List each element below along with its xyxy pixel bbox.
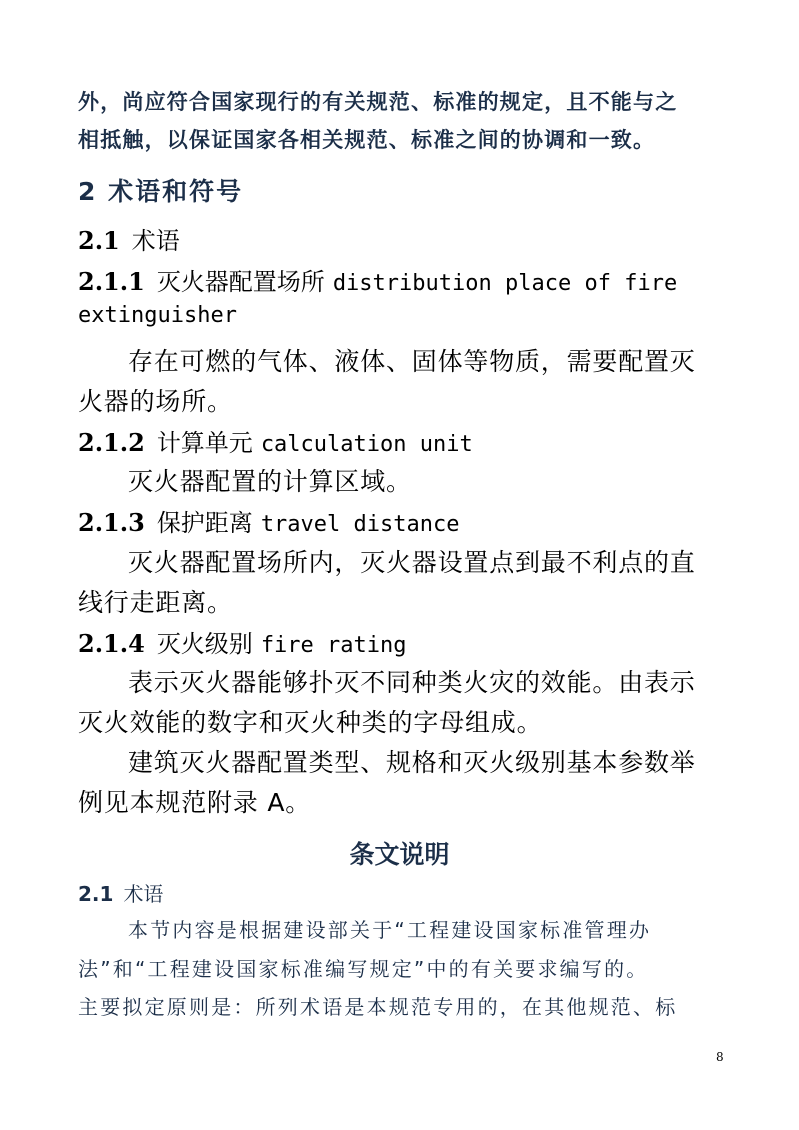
subsection-heading bbox=[78, 221, 180, 256]
term-number: 2.1.1 bbox=[78, 267, 145, 296]
term-definition-line-2: 灭火效能的数字和灭火种类的字母组成。 bbox=[78, 708, 543, 737]
term-english-continuation bbox=[78, 303, 237, 328]
term-number: 2.1.2 bbox=[78, 428, 145, 457]
term-title: 灭火级别 bbox=[156, 630, 253, 658]
term-definition-line-1: 存在可燃的气体、液体、固体等物质，需要配置灭 bbox=[128, 347, 696, 376]
term-definition-line-1: 灭火器配置场所内，灭火器设置点到最不利点的直 bbox=[128, 548, 696, 577]
term-number: 2.1.4 bbox=[78, 629, 145, 658]
term-title: 灭火器配置场所 bbox=[156, 268, 325, 296]
term-english: distribution place of fire bbox=[332, 271, 678, 296]
term-heading-2-1-2 bbox=[78, 423, 473, 458]
explanation-subheading bbox=[78, 878, 163, 907]
intro-line-1: 外，尚应符合国家现行的有关规范、标准的规定，且不能与之 bbox=[78, 90, 678, 114]
term-definition-line-2: 线行走距离。 bbox=[78, 588, 233, 617]
term-heading-2-1-4 bbox=[78, 624, 407, 659]
page-number: 8 bbox=[716, 1050, 724, 1064]
explanation-line-2: 法”和“工程建设国家标准编写规定”中的有关要求编写的。 bbox=[78, 957, 649, 981]
explanation-title: 条文说明 bbox=[349, 840, 450, 869]
term-title: 计算单元 bbox=[156, 429, 253, 457]
explanation-line-1: 本节内容是根据建设部关于“工程建设国家标准管理办 bbox=[128, 918, 652, 942]
term-definition-line-1: 表示灭火器能够扑灭不同种类火灾的效能。由表示 bbox=[128, 668, 696, 697]
term-number: 2.1.3 bbox=[78, 508, 145, 537]
intro-line-2: 相抵触，以保证国家各相关规范、标准之间的协调和一致。 bbox=[78, 128, 656, 152]
term-english: calculation unit bbox=[260, 432, 473, 457]
term-definition-line-2: 火器的场所。 bbox=[78, 387, 233, 416]
term-heading-2-1-3 bbox=[78, 503, 460, 538]
explanation-sub-number: 2.1 bbox=[78, 882, 114, 906]
explanation-sub-title: 术语 bbox=[123, 882, 164, 906]
term-heading-2-1-1 bbox=[78, 262, 677, 297]
term-note-line-1: 建筑灭火器配置类型、规格和灭火级别基本参数举 bbox=[128, 748, 696, 777]
section-heading: 2 术语和符号 bbox=[78, 177, 244, 206]
term-english: fire rating bbox=[260, 633, 407, 658]
subsection-title: 术语 bbox=[131, 227, 180, 255]
term-english: travel distance bbox=[260, 512, 460, 537]
explanation-line-3: 主要拟定原则是：所列术语是本规范专用的，在其他规范、标 bbox=[78, 995, 678, 1019]
term-english-part2: extinguisher bbox=[78, 303, 237, 328]
subsection-number: 2.1 bbox=[78, 226, 120, 255]
term-note-line-2: 例见本规范附录 A。 bbox=[78, 788, 312, 817]
term-definition-line-1: 灭火器配置的计算区域。 bbox=[128, 467, 412, 496]
term-title: 保护距离 bbox=[156, 509, 253, 537]
